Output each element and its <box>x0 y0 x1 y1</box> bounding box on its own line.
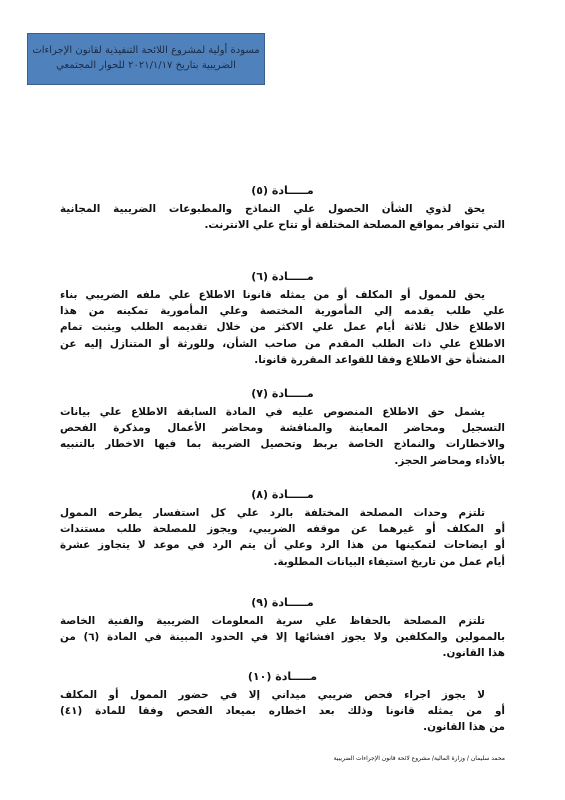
article-6 <box>60 270 505 368</box>
article-line: من هذا القانون. <box>423 721 505 734</box>
article-5 <box>60 184 505 233</box>
article-line: التسجيل ومحاضر المعاينة والمناقشة ومحاضر الأعمال ومذكرة الفحص <box>60 422 505 435</box>
article-title: مـــــادة (٥) <box>251 184 314 197</box>
article-line: والاخطارات والنماذج الخاصة بربط وتحصيل الضريبة بما فيها الاخطار بالتنبيه <box>60 438 505 451</box>
draft-notice-box <box>27 33 265 85</box>
article-line: يحق لذوي الشأن الحصول علي النماذج والمطبوعات الضريبية المجانية <box>60 203 485 215</box>
article-line: بالممولين والمكلفين ولا يجوز افشائها إلا في الحدود المبينة في المادة (٦) من <box>60 631 505 644</box>
article-line: التي تتوافر بمواقع المصلحة المختلفة أو تتاح علي الانترنت. <box>204 219 505 232</box>
draft-notice-line-2: الضريبية بتاريخ ٢٠٢١/١/١٧ للحوار المجتمعي <box>56 60 236 71</box>
article-10 <box>60 670 505 736</box>
article-title: مـــــادة (١٠) <box>247 670 318 683</box>
article-line: أو المكلف أو غيرهما عن موقفه الضريبي، ويجوز للمصلحة طلب مستندات <box>60 523 505 536</box>
article-line: بالأداء ومحاضر الحجز. <box>394 454 505 467</box>
article-8 <box>60 488 505 570</box>
page-footer: محمد سليمان / وزارة المالية/ مشروع لائحة قانون الإجراءات الضريبية <box>333 755 505 762</box>
article-line: أو ايضاحات لتمكينها من هذا الرد وعلي أن يتم الرد في موعد لا يتجاوز عشرة <box>60 539 505 552</box>
article-line: الاطلاع خلال ثلاثة أيام عمل علي الاكثر من خلال تقديمه الطلب ويثبت تمام <box>60 321 505 334</box>
article-line: تلتزم المصلحة بالحفاظ علي سرية المعلومات الضريبية والفنية الخاصة <box>60 615 485 627</box>
draft-notice-line-1: مسودة أولية لمشروع اللائحة التنفيذية لقانون الإجراءات <box>32 45 260 56</box>
article-line: يشمل حق الاطلاع المنصوص عليه في المادة السابقة الاطلاع علي بيانات <box>60 406 485 418</box>
article-title: مـــــادة (٧) <box>251 387 314 400</box>
article-7 <box>60 387 505 469</box>
article-line: هذا القانون. <box>442 647 505 660</box>
article-line: علي طلب يقدمه إلي المأمورية المختصة وعلي المأمورية تمكينه من هذا <box>60 305 505 318</box>
article-title: مـــــادة (٦) <box>251 270 314 283</box>
article-line: لا يجوز اجراء فحص ضريبي ميداني إلا في حضور الممول أو المكلف <box>60 689 485 701</box>
article-title: مـــــادة (٩) <box>251 596 314 609</box>
article-line: يحق للممول أو المكلف أو من يمثله قانونا الاطلاع علي ملفه الضريبي بناء <box>60 289 485 301</box>
article-line: تلتزم وحدات المصلحة المختلفة بالرد علي كل استفسار يطرحه الممول <box>60 507 485 519</box>
article-line: أيام عمل من تاريخ استيفاء البيانات المطلوبة. <box>273 555 505 568</box>
article-line: المنشأة حق الاطلاع وفقا للقواعد المقررة قانونا. <box>254 353 505 366</box>
article-line: الاطلاع علي ذات الطلب المقدم من صاحب الشأن، وللورثة أو المتنازل إليه عن <box>60 337 505 350</box>
article-line: أو من يمثله قانونا وذلك بعد اخطاره بميعاد الفحص وفقا للمادة (٤١) <box>60 705 505 718</box>
article-title: مـــــادة (٨) <box>251 488 314 501</box>
article-9 <box>60 596 505 662</box>
